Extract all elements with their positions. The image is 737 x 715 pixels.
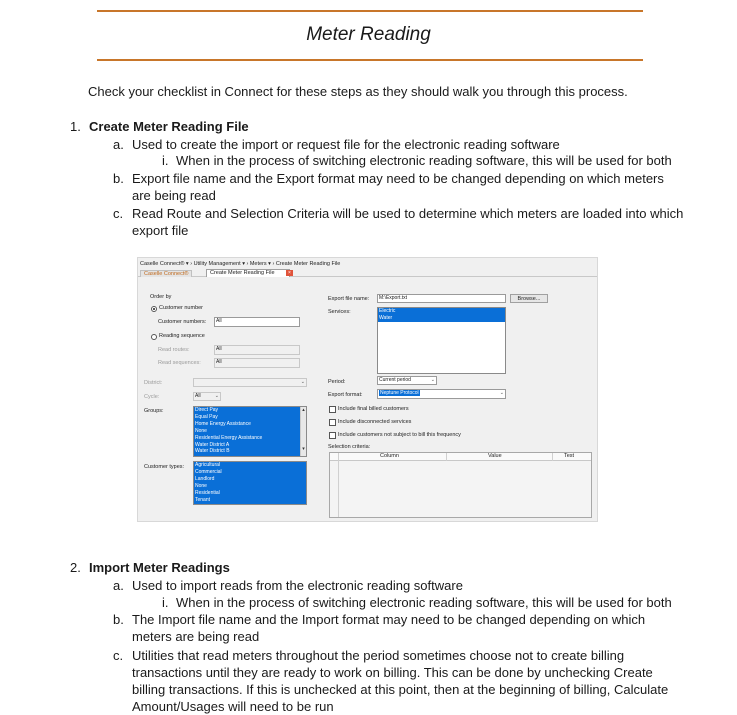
top-rule: [97, 10, 643, 12]
selection-criteria-label: Selection criteria:: [328, 444, 371, 450]
read-sequences-label: Read sequences:: [158, 360, 201, 366]
chevron-down-icon: ⌄: [499, 390, 504, 396]
list-item[interactable]: None: [195, 427, 207, 434]
list-item[interactable]: Water: [379, 314, 393, 321]
create-meter-reading-screenshot: [137, 257, 598, 522]
reading-sequence-radio[interactable]: [151, 334, 157, 340]
list-item[interactable]: Tenant: [195, 496, 211, 503]
breadcrumb: Caselle Connect® ▾ › Utility Management ▾ › Meters ▾ › Create Meter Reading File: [140, 261, 341, 267]
include-final-billed-label: Include final billed customers: [338, 406, 409, 412]
s1-a-i-text: When in the process of switching electronic reading software, this will be used for both: [176, 153, 672, 168]
s2-a-i-marker: i.: [162, 595, 169, 610]
export-format-label: Export format:: [328, 392, 363, 398]
s2-c-line4: Amount/Usages will need to be run: [132, 699, 334, 714]
title-rule: [97, 59, 643, 61]
page-title: Meter Reading: [306, 24, 431, 45]
list-item[interactable]: Landlord: [195, 475, 215, 482]
list-item[interactable]: Home Energy Assistance: [195, 420, 251, 427]
services-label: Services:: [328, 309, 351, 315]
period-value: Current period: [379, 377, 411, 383]
list-item[interactable]: Water District B: [195, 448, 230, 455]
list-item[interactable]: Water District A: [195, 441, 230, 448]
selection-criteria-grid[interactable]: [329, 452, 592, 518]
list-item[interactable]: None: [195, 482, 207, 489]
s2-c-line3: billing transactions. If this is unchecked at this point, then at the beginning of billing, Calculate: [132, 682, 669, 697]
s2-c-line1: Utilities that read meters throughout the period sometimes choose not to create billing: [132, 648, 625, 663]
s1-a-i-marker: i.: [162, 153, 169, 168]
include-not-subject-checkbox[interactable]: [329, 432, 336, 439]
export-format-select[interactable]: [377, 389, 506, 399]
include-disconnected-label: Include disconnected services: [338, 419, 412, 425]
close-tab-icon[interactable]: ×: [286, 270, 293, 276]
chevron-down-icon: ⌄: [214, 393, 219, 399]
cycle-value: All: [195, 393, 201, 399]
intro-text: Check your checklist in Connect for these steps as they should walk you through this process.: [88, 84, 628, 99]
list-item[interactable]: Commercial: [195, 468, 222, 475]
tab-home[interactable]: Caselle Connect®: [140, 270, 192, 277]
cycle-label: Cycle:: [144, 394, 160, 400]
s2-b-line1: The Import file name and the Import format may need to be changed depending on which: [132, 612, 646, 627]
s1-heading: Create Meter Reading File: [89, 119, 249, 134]
s1-a-marker: a.: [113, 137, 124, 152]
period-select[interactable]: [377, 376, 437, 385]
s1-c-line1: Read Route and Selection Criteria will be used to determine which meters are loaded into which: [132, 206, 684, 221]
s1-number: 1.: [70, 119, 81, 134]
s2-c-marker: c.: [113, 648, 124, 663]
period-label: Period:: [328, 379, 346, 385]
groups-label: Groups:: [144, 408, 164, 414]
list-item[interactable]: Direct Pay: [195, 407, 219, 413]
chevron-down-icon: ⌄: [430, 377, 435, 383]
customer-numbers-input[interactable]: All: [214, 317, 300, 327]
groups-list[interactable]: [193, 406, 307, 457]
services-selection: [378, 308, 505, 322]
customer-types-label: Customer types:: [144, 464, 185, 470]
scroll-up-icon[interactable]: ▴: [302, 407, 305, 413]
scroll-down-icon[interactable]: ▾: [302, 446, 305, 452]
s2-c-line2: transactions until they are ready to work on billing. This can be done by unchecking Create: [132, 665, 653, 680]
customer-types-list[interactable]: [193, 461, 307, 505]
export-file-input[interactable]: M:\Export.txt: [377, 294, 506, 303]
s2-a-marker: a.: [113, 578, 124, 593]
read-routes-input[interactable]: All: [214, 345, 300, 355]
read-routes-label: Read routes:: [158, 347, 190, 353]
test-header[interactable]: Test: [564, 453, 575, 459]
customer-numbers-label: Customer numbers:: [158, 319, 207, 325]
read-sequences-input[interactable]: All: [214, 358, 300, 368]
reading-sequence-label: Reading sequence: [159, 333, 205, 339]
customer-number-label: Customer number: [159, 305, 204, 311]
s1-a-text: Used to create the import or request file for the electronic reading software: [132, 137, 560, 152]
s1-b-line1: Export file name and the Export format may need to be changed depending on which meters: [132, 171, 664, 186]
list-item[interactable]: Electric: [379, 308, 396, 314]
services-list[interactable]: [377, 307, 506, 374]
cycle-select[interactable]: [193, 392, 221, 401]
grid-divider: [338, 453, 339, 517]
export-file-label: Export file name:: [328, 296, 370, 302]
s2-number: 2.: [70, 560, 81, 575]
tab-label: Create Meter Reading File: [210, 270, 275, 276]
chevron-down-icon: ⌄: [300, 379, 305, 385]
list-item[interactable]: Agricultural: [195, 462, 221, 468]
s1-c-line2: export file: [132, 223, 189, 238]
s2-heading: Import Meter Readings: [89, 560, 230, 575]
s1-c-marker: c.: [113, 206, 124, 221]
list-item[interactable]: Equal Pay: [195, 413, 218, 420]
include-not-subject-label: Include customers not subject to bill this frequency: [338, 432, 461, 438]
s2-a-i-text: When in the process of switching electronic reading software, this will be used for both: [176, 595, 672, 610]
grid-divider: [552, 453, 553, 461]
list-item[interactable]: Residential: [195, 489, 220, 496]
tab-create-meter-reading[interactable]: [206, 269, 290, 277]
district-label: District:: [144, 380, 163, 386]
district-select[interactable]: [193, 378, 307, 387]
s2-b-marker: b.: [113, 612, 124, 627]
list-item[interactable]: Residential Energy Assistance: [195, 434, 263, 441]
grid-divider: [446, 453, 447, 461]
s2-a-text: Used to import reads from the electronic reading software: [132, 578, 463, 593]
export-format-value: Neptune Protocol: [380, 390, 419, 396]
include-final-billed-checkbox[interactable]: [329, 406, 336, 413]
s1-b-line2: are being read: [132, 188, 216, 203]
include-disconnected-checkbox[interactable]: [329, 419, 336, 426]
s2-b-line2: meters are being read: [132, 629, 260, 644]
s1-b-marker: b.: [113, 171, 124, 186]
column-header[interactable]: Column: [380, 453, 399, 459]
groups-scrollbar[interactable]: [300, 407, 306, 456]
order-by-label: Order by: [150, 294, 172, 300]
browse-button[interactable]: Browse...: [510, 294, 548, 303]
value-header[interactable]: Value: [488, 453, 502, 459]
customer-number-radio[interactable]: [151, 306, 157, 312]
